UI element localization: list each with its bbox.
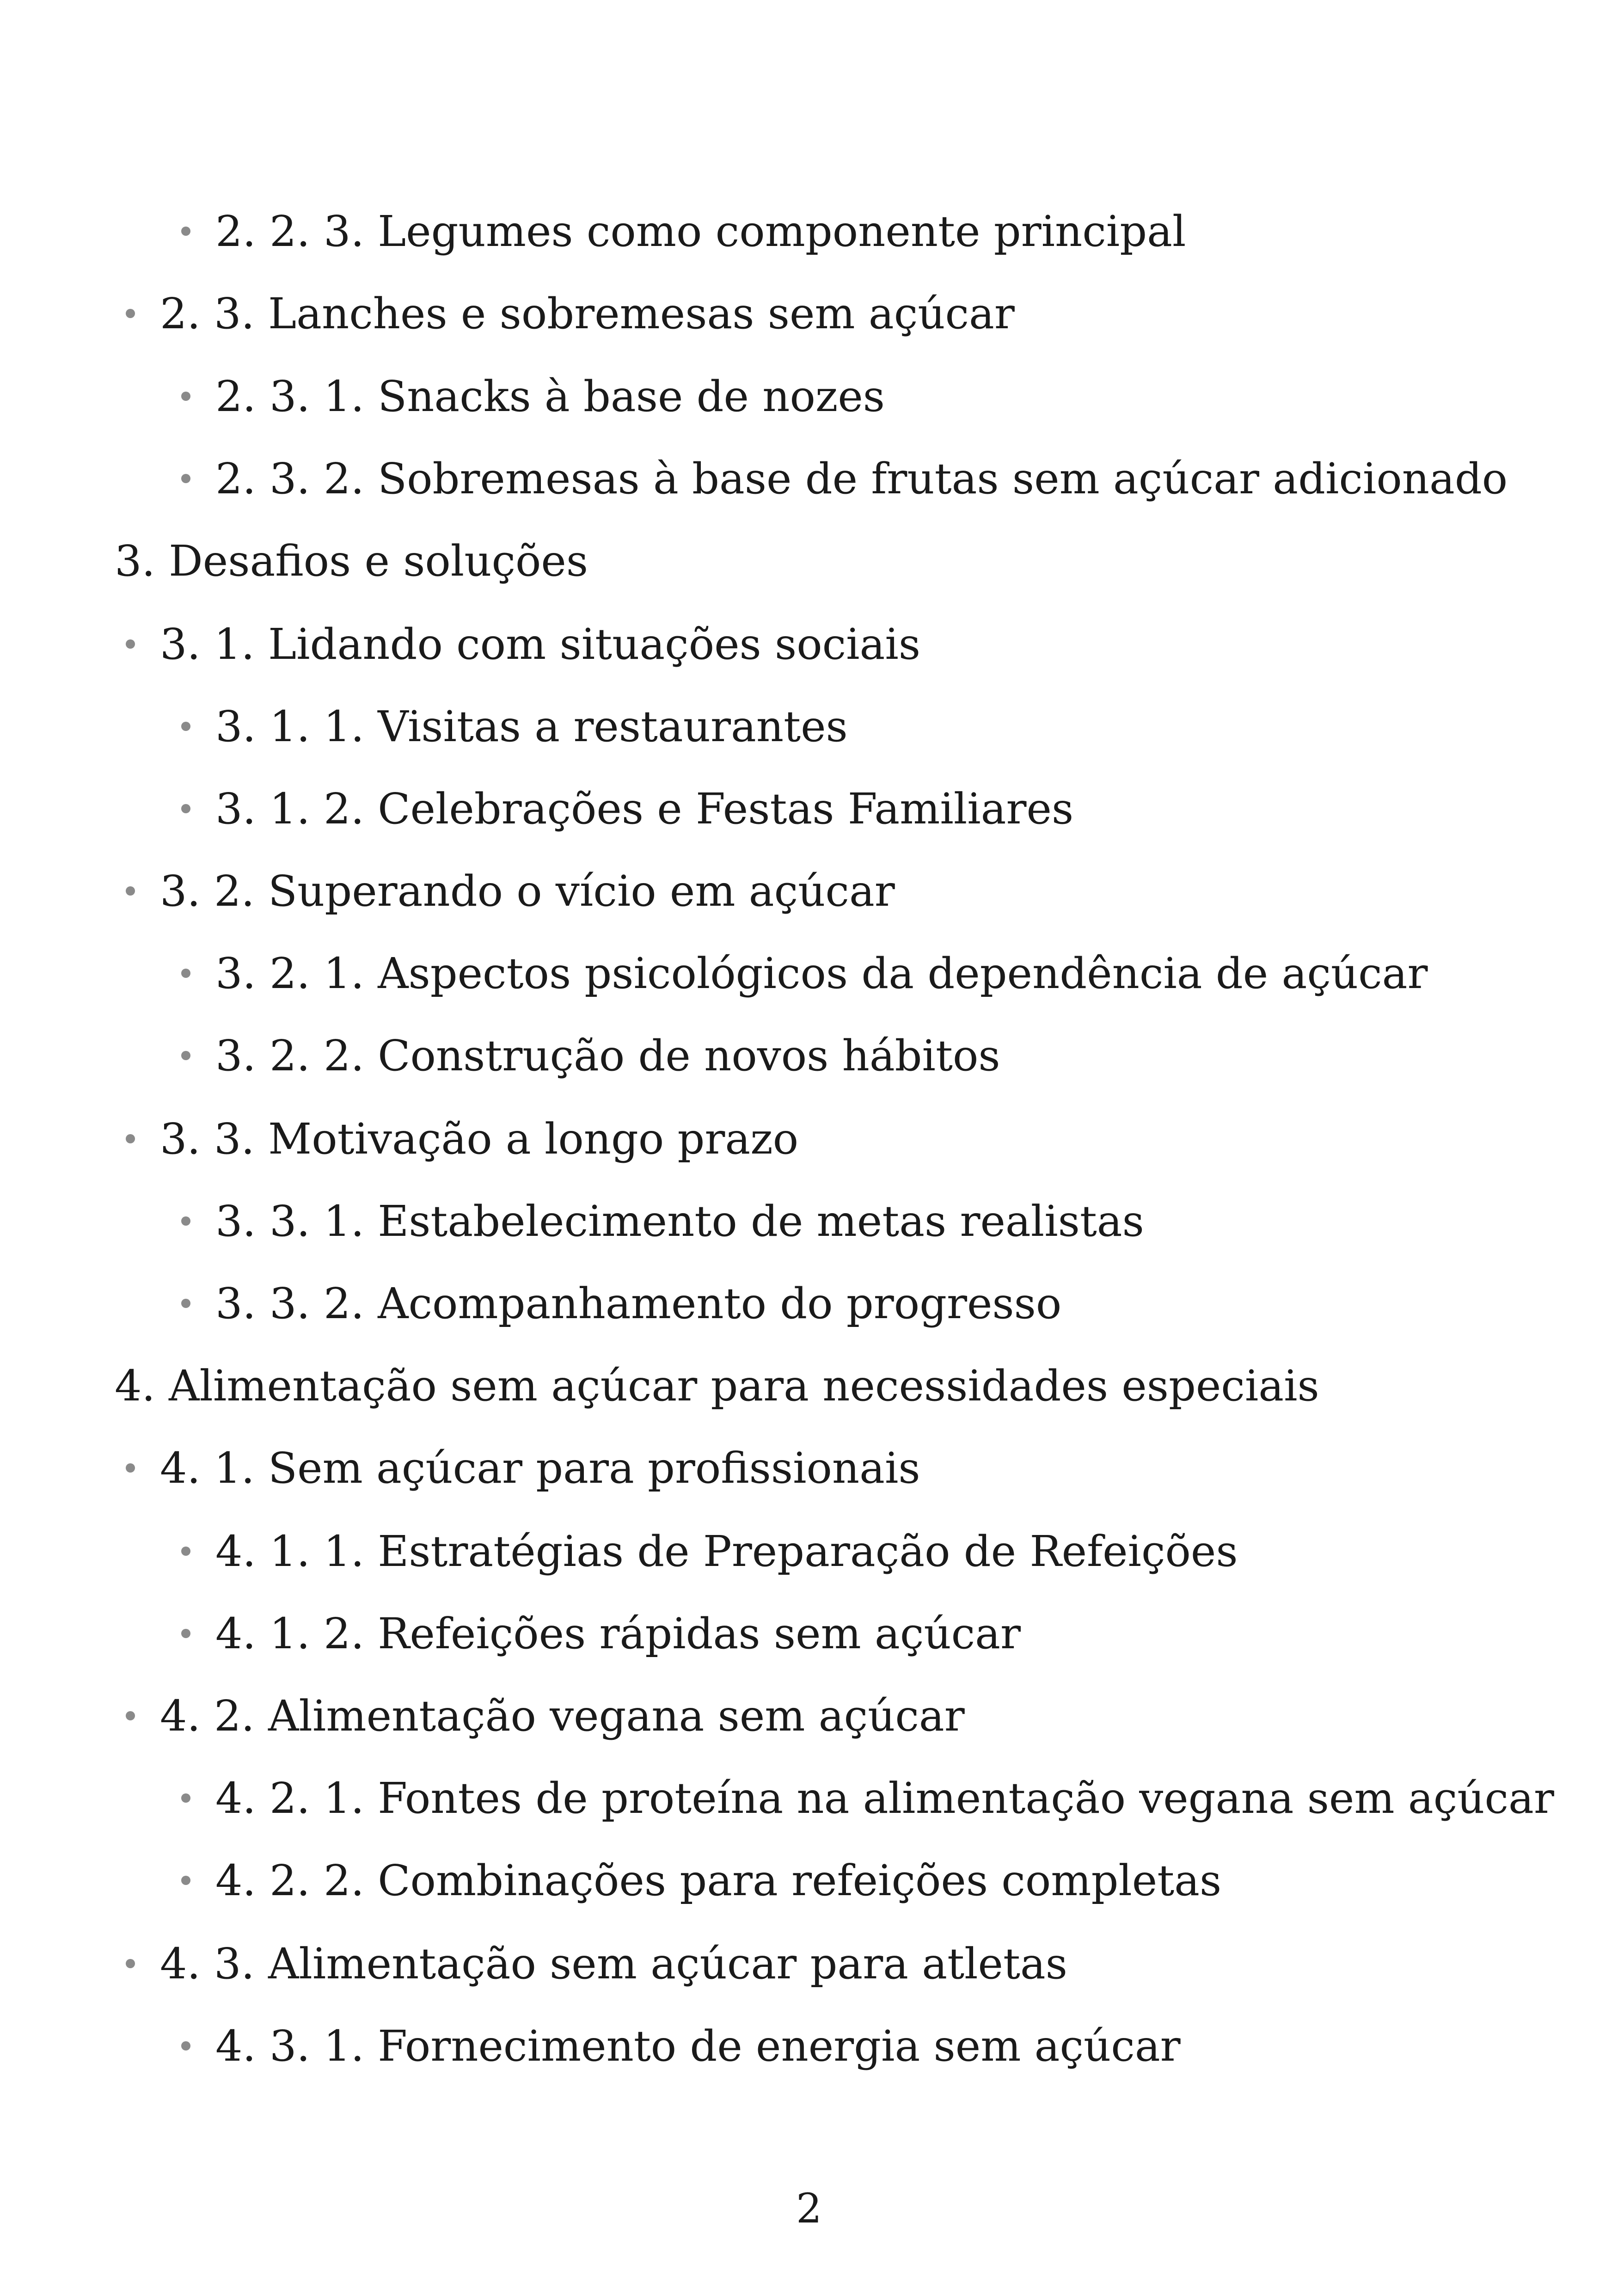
bullet-icon bbox=[181, 474, 190, 483]
bullet-icon bbox=[181, 804, 190, 813]
toc-entry[interactable] bbox=[181, 196, 1186, 266]
toc-entry-text: 4. Alimentação sem açúcar para necessidades especiais bbox=[115, 1361, 1319, 1411]
toc-entry[interactable] bbox=[181, 1763, 1554, 1833]
bullet-icon bbox=[126, 1711, 135, 1720]
bullet-icon bbox=[181, 392, 190, 401]
bullet-icon bbox=[181, 969, 190, 978]
toc-entry[interactable] bbox=[181, 1846, 1221, 1915]
toc-entry-text: 2. 2. 3. Legumes como componente principal bbox=[215, 206, 1186, 256]
bullet-icon bbox=[181, 1216, 190, 1226]
toc-entry[interactable] bbox=[126, 279, 1015, 348]
bullet-icon bbox=[126, 639, 135, 649]
toc-entry[interactable] bbox=[115, 1351, 1319, 1420]
bullet-icon bbox=[181, 1299, 190, 1308]
toc-entry-text: 4. 1. 2. Refeições rápidas sem açúcar bbox=[215, 1608, 1021, 1658]
bullet-icon bbox=[126, 1959, 135, 1968]
toc-entry-text: 2. 3. Lanches e sobremesas sem açúcar bbox=[160, 289, 1015, 338]
toc-entry[interactable] bbox=[126, 1433, 920, 1503]
bullet-icon bbox=[181, 1547, 190, 1556]
bullet-icon bbox=[126, 1463, 135, 1473]
bullet-icon bbox=[181, 1629, 190, 1638]
toc-entry[interactable] bbox=[115, 526, 588, 595]
toc-entry[interactable] bbox=[126, 1681, 965, 1750]
toc-entry-text: 3. 2. 1. Aspectos psicológicos da dependência de açúcar bbox=[215, 948, 1428, 998]
toc-entry[interactable] bbox=[181, 2011, 1181, 2081]
toc-entry[interactable] bbox=[126, 856, 895, 926]
toc-entry[interactable] bbox=[181, 1599, 1021, 1668]
toc-entry-text: 4. 2. 2. Combinações para refeições completas bbox=[215, 1855, 1222, 1905]
toc-entry-text: 3. 3. 1. Estabelecimento de metas realistas bbox=[215, 1196, 1144, 1246]
toc-entry[interactable] bbox=[181, 1269, 1061, 1338]
bullet-icon bbox=[181, 1051, 190, 1060]
toc-entry[interactable] bbox=[181, 939, 1428, 1008]
toc-entry-text: 2. 3. 2. Sobremesas à base de frutas sem açúcar adicionado bbox=[215, 454, 1508, 503]
page-number: 2 bbox=[796, 2185, 822, 2232]
toc-entry[interactable] bbox=[181, 444, 1508, 513]
bullet-icon bbox=[181, 722, 190, 731]
toc-entry-text: 4. 2. 1. Fontes de proteína na alimentação vegana sem açúcar bbox=[215, 1773, 1554, 1823]
toc-entry-text: 3. 1. Lidando com situações sociais bbox=[160, 619, 921, 669]
bullet-icon bbox=[126, 1134, 135, 1143]
toc-entry-text: 2. 3. 1. Snacks à base de nozes bbox=[215, 371, 885, 421]
bullet-icon bbox=[126, 309, 135, 318]
toc-entry-text: 3. Desafios e soluções bbox=[115, 536, 588, 586]
toc-entry[interactable] bbox=[181, 692, 848, 761]
bullet-icon bbox=[181, 2041, 190, 2050]
toc-entry-text: 3. 2. Superando o vício em açúcar bbox=[160, 866, 895, 916]
toc-entry[interactable] bbox=[126, 1929, 1067, 1998]
bullet-icon bbox=[181, 227, 190, 236]
toc-entry-text: 3. 1. 2. Celebrações e Festas Familiares bbox=[215, 784, 1074, 834]
toc-entry-text: 3. 3. 2. Acompanhamento do progresso bbox=[215, 1278, 1062, 1328]
toc-entry-text: 4. 3. 1. Fornecimento de energia sem açúcar bbox=[215, 2021, 1181, 2071]
toc-entry[interactable] bbox=[126, 609, 920, 679]
toc-entry[interactable] bbox=[181, 1516, 1238, 1586]
toc-entry-text: 4. 2. Alimentação vegana sem açúcar bbox=[160, 1691, 965, 1741]
bullet-icon bbox=[181, 1876, 190, 1885]
toc-entry[interactable] bbox=[181, 1021, 1000, 1090]
toc-entry-text: 4. 1. Sem açúcar para profissionais bbox=[160, 1443, 920, 1493]
toc-entry-text: 4. 1. 1. Estratégias de Preparação de Refeições bbox=[215, 1526, 1238, 1576]
toc-entry-text: 3. 2. 2. Construção de novos hábitos bbox=[215, 1031, 1000, 1080]
toc-entry-text: 3. 3. Motivação a longo prazo bbox=[160, 1114, 799, 1164]
toc-entry-text: 3. 1. 1. Visitas a restaurantes bbox=[215, 701, 848, 751]
toc-entry[interactable] bbox=[181, 1186, 1144, 1256]
toc-entry[interactable] bbox=[181, 362, 885, 431]
toc-entry[interactable] bbox=[126, 1104, 798, 1173]
toc-entry[interactable] bbox=[181, 774, 1073, 843]
toc-entry-text: 4. 3. Alimentação sem açúcar para atletas bbox=[160, 1939, 1067, 1989]
bullet-icon bbox=[181, 1793, 190, 1803]
bullet-icon bbox=[126, 886, 135, 896]
